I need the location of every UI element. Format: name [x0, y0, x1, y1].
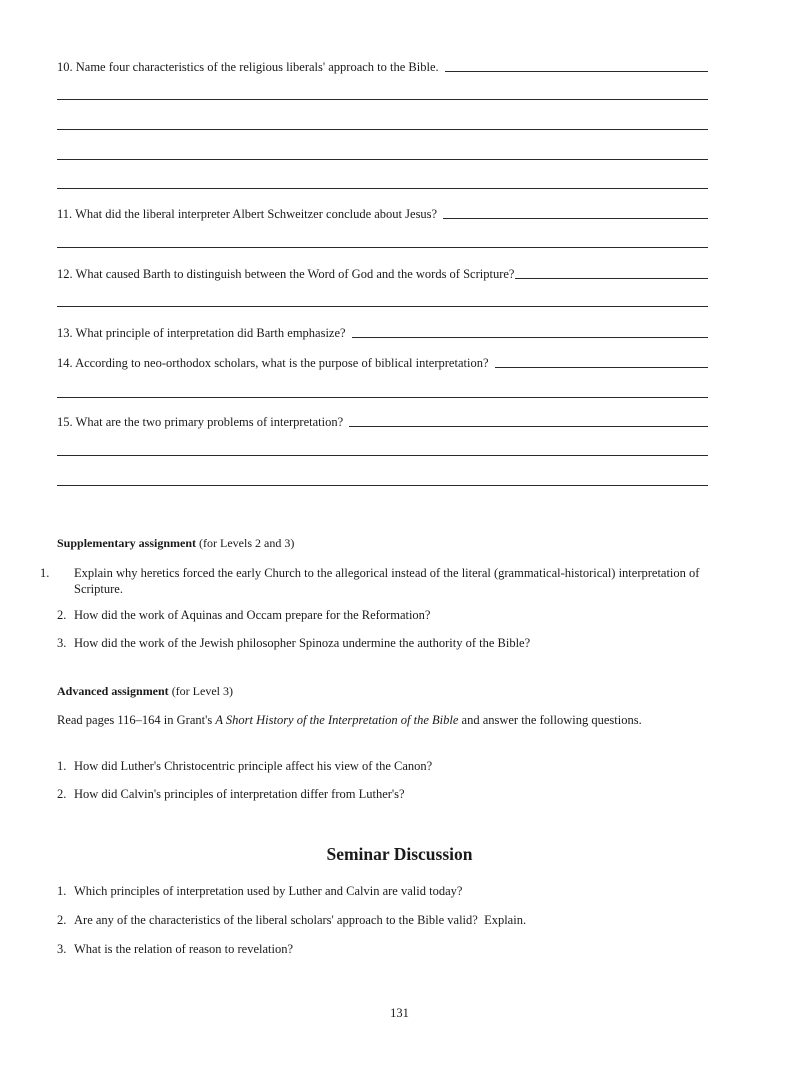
advanced-intro: Read pages 116–164 in Grant's A Short History of the Interpretation of the Bible and answer the following questions. — [57, 713, 642, 727]
question-14 — [57, 356, 708, 371]
answer-line[interactable] — [57, 485, 708, 486]
answer-line[interactable] — [445, 71, 708, 72]
seminar-title: Seminar Discussion — [326, 844, 473, 864]
supplementary-item: 2. How did the work of Aquinas and Occam prepare for the Reformation? — [57, 608, 431, 622]
answer-line[interactable] — [495, 367, 709, 368]
advanced-item: 1. How did Luther's Christocentric principle affect his view of the Canon? — [57, 759, 433, 773]
book-title: A Short History of the Interpretation of the Bible — [215, 713, 459, 727]
question-10-text: 10. Name four characteristics of the religious liberals' approach to the Bible. — [57, 60, 439, 74]
question-15-text: 15. What are the two primary problems of interpretation? — [57, 415, 344, 429]
question-14-text: 14. According to neo-orthodox scholars, what is the purpose of biblical interpretation? — [57, 356, 489, 370]
question-10 — [57, 60, 708, 75]
seminar-item: 3. What is the relation of reason to revelation? — [57, 942, 294, 956]
answer-line[interactable] — [57, 306, 708, 307]
question-13-text: 13. What principle of interpretation did Barth emphasize? — [57, 326, 346, 340]
answer-line[interactable] — [349, 426, 708, 427]
seminar-item: 2. Are any of the characteristics of the liberal scholars' approach to the Bible valid? Explain. — [57, 913, 527, 927]
answer-line[interactable] — [57, 99, 708, 100]
supplementary-item: 1. Explain why heretics forced the early Church to the allegorical instead of the literal (grammatical-historical) interpretation of Scripture. — [40, 566, 700, 596]
answer-line[interactable] — [57, 247, 708, 248]
advanced-item: 2. How did Calvin's principles of interpretation differ from Luther's? — [57, 787, 405, 801]
question-11-text: 11. What did the liberal interpreter Albert Schweitzer conclude about Jesus? — [57, 207, 438, 221]
question-15 — [57, 415, 708, 430]
answer-line[interactable] — [57, 455, 708, 456]
answer-line[interactable] — [57, 188, 708, 189]
answer-line[interactable] — [443, 218, 708, 219]
seminar-item: 1. Which principles of interpretation used by Luther and Calvin are valid today? — [57, 884, 463, 898]
answer-line[interactable] — [57, 159, 708, 160]
question-12 — [57, 267, 708, 282]
supplementary-heading: Supplementary assignment (for Levels 2 and 3) — [57, 536, 295, 550]
answer-line[interactable] — [57, 397, 708, 398]
question-11 — [57, 207, 708, 222]
question-12-text: 12. What caused Barth to distinguish between the Word of God and the words of Scripture? — [57, 267, 515, 281]
supplementary-item: 3. How did the work of the Jewish philosopher Spinoza undermine the authority of the Bible? — [57, 636, 531, 650]
question-13 — [57, 326, 708, 341]
answer-line[interactable] — [515, 278, 708, 279]
advanced-heading: Advanced assignment (for Level 3) — [57, 684, 233, 698]
page-number: 131 — [390, 1006, 409, 1020]
answer-line[interactable] — [352, 337, 708, 338]
answer-line[interactable] — [57, 129, 708, 130]
